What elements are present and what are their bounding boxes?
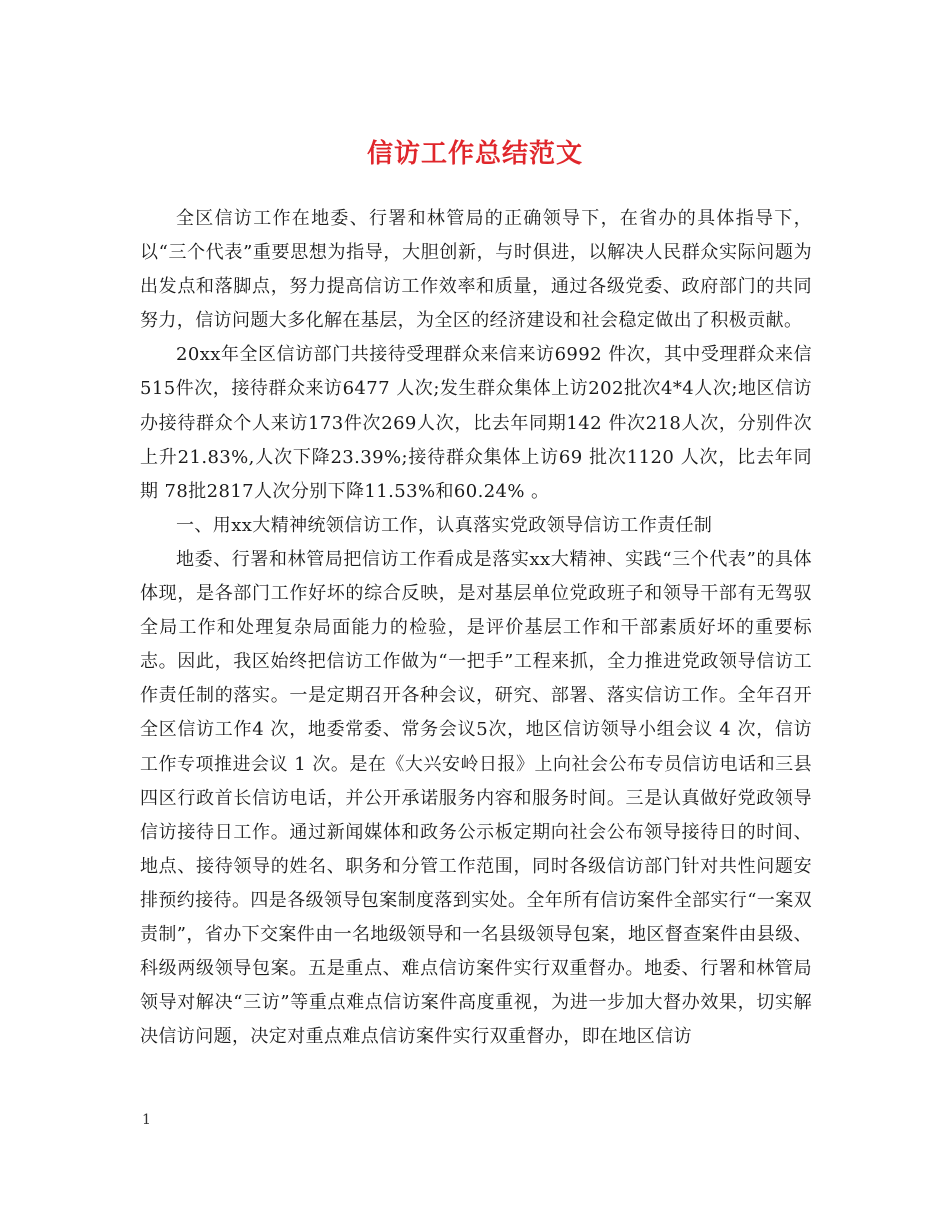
paragraph-responsibility: 地委、行署和林管局把信访工作看成是落实xx大精神、实践“三个代表”的具体体现，是各部门工作好坏的综合反映，是对基层单位党政班子和领导干部有无驾驭全局工作和处理复杂局面能力的检验，是评价基层工作和干部素质好坏的重要标志。因此，我区始终把信访工作做为“一把手”工程来抓，全力推进党政领导信访工作责任制的落实。一是定期召开各种会议，研究、部署、落实信访工作。全年召开全区信访工作4 次，地委常委、常务会议5次，地区信访领导小组会议 4 次，信访工作专项推进会议 1 次。是在《大兴安岭日报》上向社会公布专员信访电话和三县四区行政首长信访电话，并公开承诺服务内容和服务时间。三是认真做好党政领导信访接待日工作。通过新闻媒体和政务公示板定期向社会公布领导接待日的时间、地点、接待领导的姓名、职务和分管工作范围，同时各级信访部门针对共性问题安排预约接待。四是各级领导包案制度落到实处。全年所有信访案件全部实行“一案双责制”，省办下交案件由一名地级领导和一名县级领导包案，地区督查案件由县级、科级两级领导包案。五是重点、难点信访案件实行双重督办。地委、行署和林管局领导对解决“三访”等重点难点信访案件高度重视，为进一步加大督办效果，切实解决信访问题，决定对重点难点信访案件实行双重督办，即在地区信访: [140, 548, 812, 1048]
section-heading-1: 一、用xx大精神统领信访工作，认真落实党政领导信访工作责任制: [176, 514, 713, 536]
document-title: 信访工作总结范文: [366, 139, 583, 169]
document-body: [140, 202, 812, 1054]
page-number: 1: [142, 1112, 151, 1128]
paragraph-intro: 全区信访工作在地委、行署和林管局的正确领导下，在省办的具体指导下，以“三个代表”重要思想为指导，大胆创新，与时俱进，以解决人民群众实际问题为出发点和落脚点，努力提高信访工作效率和质量，通过各级党委、政府部门的共同努力，信访问题大多化解在基层，为全区的经济建设和社会稳定做出了积极贡献。: [140, 208, 812, 332]
paragraph-statistics: 20xx年全区信访部门共接待受理群众来信来访6992 件次，其中受理群众来信515件次，接待群众来访6477 人次;发生群众集体上访202批次4*4人次;地区信访办接待群众个人来访173件次269人次，比去年同期142 件次218人次，分别件次上升21.83%,人次下降23.39%;接待群众集体上访69 批次1120 人次，比去年同期 78批2817人次分别下降11.53%和60.24% 。: [140, 344, 812, 502]
